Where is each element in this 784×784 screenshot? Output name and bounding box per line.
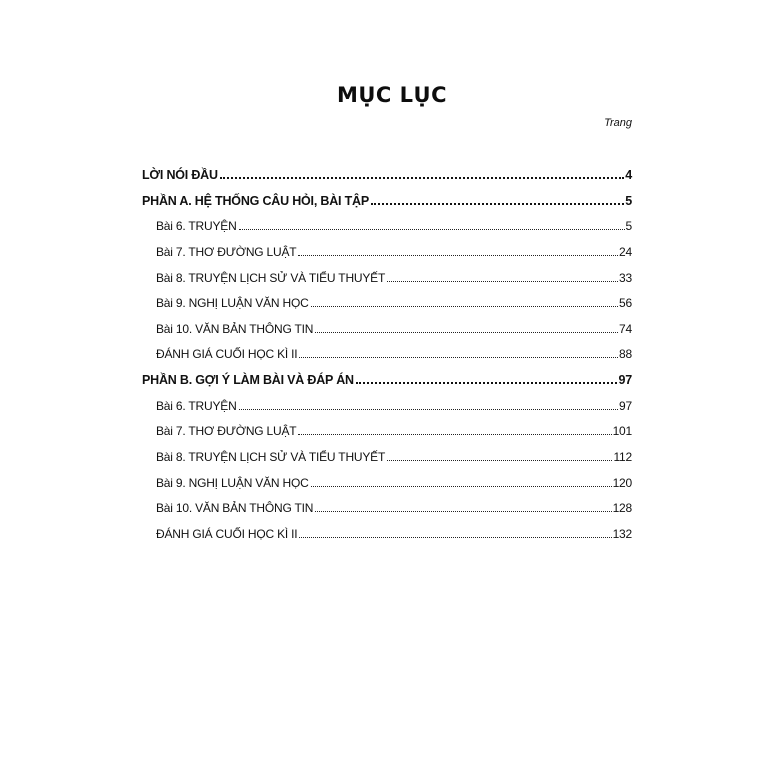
- toc-entry-page: 24: [619, 244, 632, 259]
- toc-entry-label: PHẦN B. GỢI Ý LÀM BÀI VÀ ĐÁP ÁN: [142, 373, 354, 388]
- toc-entry-page: 101: [612, 424, 632, 439]
- toc-entry-label: Bài 7. THƠ ĐƯỜNG LUẬT: [156, 424, 297, 439]
- toc-entry-page: 4: [625, 168, 632, 182]
- toc-entry-a-bai-7: [142, 242, 632, 268]
- toc-entry-b-bai-7: [142, 421, 632, 447]
- toc-entry-a-bai-10: [142, 319, 632, 345]
- dot-leader: [239, 400, 619, 410]
- toc-entry-b-bai-10: [142, 498, 632, 524]
- toc-entry-page: 120: [612, 475, 632, 490]
- dot-leader: [311, 477, 612, 487]
- toc-entry-page: 56: [619, 296, 632, 311]
- dot-leader: [356, 374, 618, 384]
- dot-leader: [299, 528, 611, 538]
- toc-entry-page: 5: [625, 219, 632, 234]
- dot-leader: [239, 220, 625, 230]
- toc-entry-label: PHẦN A. HỆ THỐNG CÂU HỎI, BÀI TẬP: [142, 193, 369, 208]
- toc-entry-b-bai-9: [142, 473, 632, 499]
- page-column-label: Trang: [604, 117, 632, 129]
- dot-leader: [220, 169, 624, 179]
- dot-leader: [387, 272, 618, 282]
- toc-entry-label: Bài 10. VĂN BẢN THÔNG TIN: [156, 501, 314, 516]
- toc-entry-page: 97: [619, 398, 632, 413]
- toc-entry-label: Bài 6. TRUYỆN: [156, 219, 237, 234]
- dot-leader: [298, 425, 611, 435]
- toc-entry-a-bai-9: [142, 293, 632, 319]
- toc-entry-label: Bài 9. NGHỊ LUẬN VĂN HỌC: [156, 296, 309, 311]
- toc-entry-label: Bài 7. THƠ ĐƯỜNG LUẬT: [156, 244, 297, 259]
- toc-entry-label: ĐÁNH GIÁ CUỐI HỌC KÌ II: [156, 347, 298, 362]
- dot-leader: [371, 195, 624, 205]
- toc-entry-page: 132: [612, 526, 632, 541]
- dot-leader: [298, 246, 618, 256]
- toc-entry-page: 33: [619, 270, 632, 285]
- toc-entry-label: Bài 9. NGHỊ LUẬN VĂN HỌC: [156, 475, 309, 490]
- toc-entry-label: LỜI NÓI ĐẦU: [142, 168, 218, 182]
- toc-entry-page: 128: [612, 501, 632, 516]
- toc-entry-page: 88: [619, 347, 632, 362]
- dot-leader: [311, 297, 618, 307]
- toc-entry-label: Bài 10. VĂN BẢN THÔNG TIN: [156, 321, 314, 336]
- dot-leader: [299, 348, 618, 358]
- toc-entry-phan-a: [142, 191, 632, 217]
- dot-leader: [387, 451, 612, 461]
- dot-leader: [315, 502, 611, 512]
- toc-entry-a-bai-8: [142, 268, 632, 294]
- toc-entry-page: 97: [618, 373, 632, 388]
- table-of-contents: [142, 165, 632, 550]
- toc-entry-phan-b: [142, 370, 632, 396]
- toc-entry-page: 112: [613, 450, 632, 465]
- toc-entry-b-bai-6: [142, 396, 632, 422]
- toc-entry-label: Bài 8. TRUYỆN LỊCH SỬ VÀ TIỂU THUYẾT: [156, 450, 386, 465]
- toc-entry-label: Bài 8. TRUYỆN LỊCH SỬ VÀ TIỂU THUYẾT: [156, 270, 386, 285]
- toc-entry-label: Bài 6. TRUYỆN: [156, 398, 237, 413]
- toc-entry-page: 5: [625, 193, 632, 208]
- toc-entry-b-danh-gia: [142, 524, 632, 550]
- page-title: MỤC LỤC: [336, 83, 448, 107]
- toc-entry-page: 74: [619, 321, 632, 336]
- toc-entry-loi-noi-dau: [142, 165, 632, 191]
- toc-entry-b-bai-8: [142, 447, 632, 473]
- toc-entry-a-bai-6: [142, 216, 632, 242]
- toc-entry-a-danh-gia: [142, 344, 632, 370]
- toc-entry-label: ĐÁNH GIÁ CUỐI HỌC KÌ II: [156, 526, 298, 541]
- dot-leader: [315, 323, 618, 333]
